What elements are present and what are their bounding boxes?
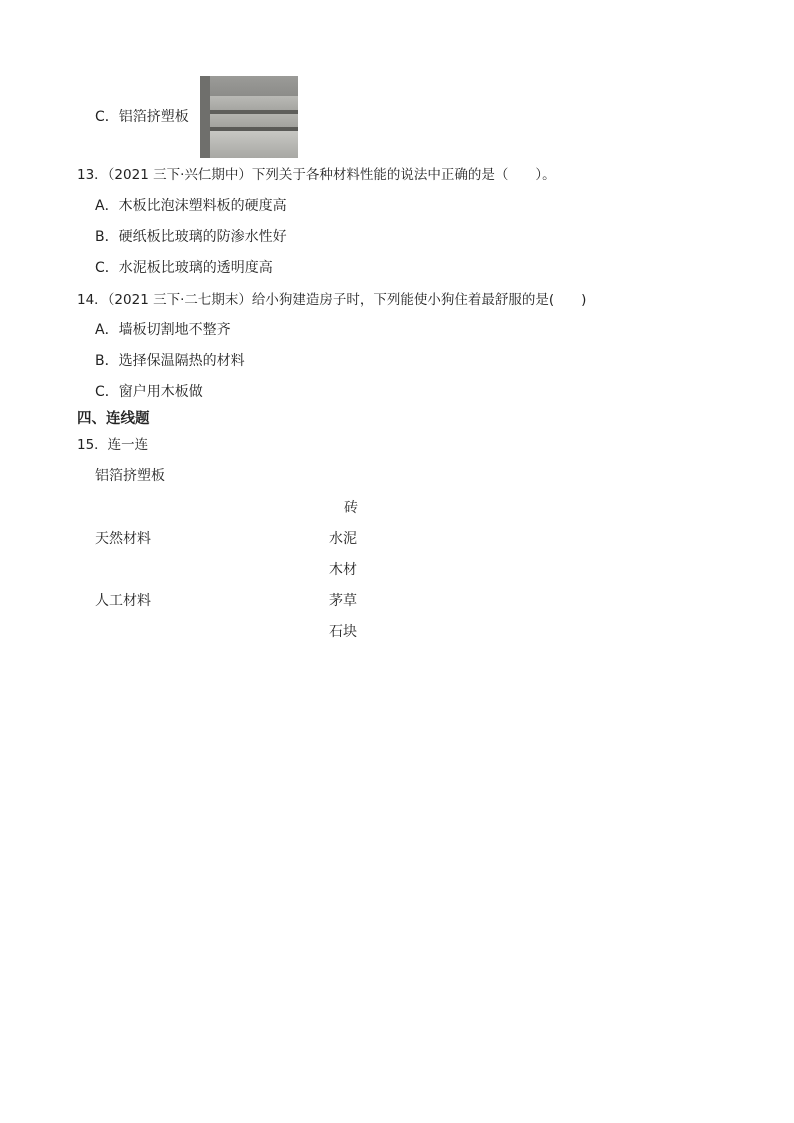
photo-aluminum-foil-extruded-board bbox=[200, 76, 298, 158]
match-right-wood: 木材 bbox=[329, 562, 357, 578]
match-right-stone: 石块 bbox=[329, 624, 357, 640]
match-right-cement: 水泥 bbox=[329, 531, 357, 547]
section-title: 四、连线题 bbox=[77, 411, 150, 427]
q15-stem: 15．连一连 bbox=[77, 437, 149, 453]
q14-stem: 14．（2021 三下·二七期末）给小狗建造房子时，下列能使小狗住着最舒服的是( ) bbox=[77, 292, 587, 308]
match-right-thatch: 茅草 bbox=[329, 593, 357, 609]
q14-option-b: B．选择保温隔热的材料 bbox=[95, 353, 245, 369]
q13-stem: 13．（2021 三下·兴仁期中）下列关于各种材料性能的说法中正确的是（ ）。 bbox=[77, 167, 556, 183]
match-right-brick: 砖 bbox=[344, 500, 358, 516]
q14-option-a: A．墙板切割地不整齐 bbox=[95, 322, 231, 338]
match-left-artificial: 人工材料 bbox=[95, 593, 151, 609]
q12-option-c: C．铝箔挤塑板 bbox=[95, 109, 189, 125]
match-left-natural: 天然材料 bbox=[95, 531, 151, 547]
q15-top-item: 铝箔挤塑板 bbox=[95, 468, 165, 484]
q13-option-b: B．硬纸板比玻璃的防渗水性好 bbox=[95, 229, 287, 245]
q13-option-c: C．水泥板比玻璃的透明度高 bbox=[95, 260, 273, 276]
q14-option-c: C．窗户用木板做 bbox=[95, 384, 203, 400]
q13-option-a: A．木板比泡沫塑料板的硬度高 bbox=[95, 198, 287, 214]
